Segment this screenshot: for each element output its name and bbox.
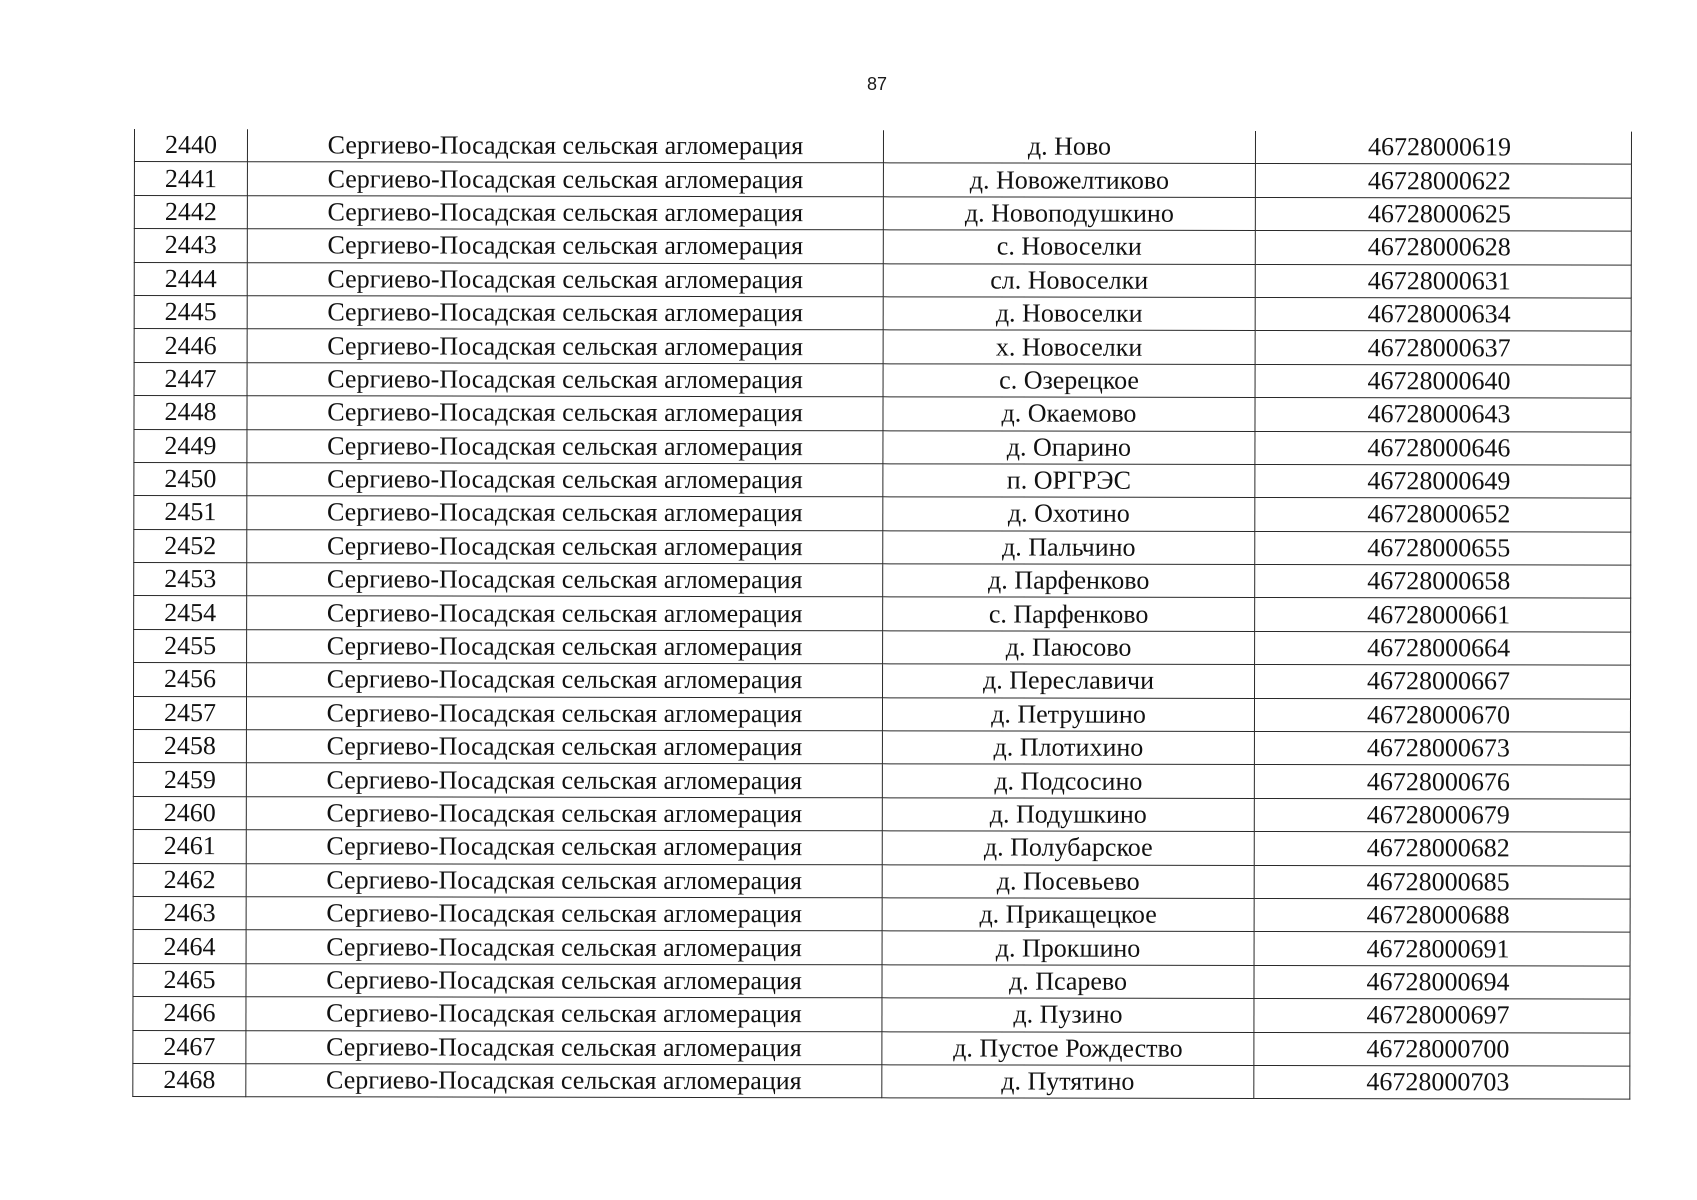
row-number-cell: 2464: [133, 930, 246, 964]
settlement-cell: д. Новоподушкино: [883, 197, 1255, 231]
table-body: [133, 129, 1632, 1099]
agglomeration-cell: Сергиево-Посадская сельская агломерация: [246, 1064, 882, 1099]
agglomeration-cell: Сергиево-Посадская сельская агломерация: [246, 930, 882, 965]
row-number-cell: 2462: [133, 863, 246, 897]
oktmo-code-cell: 46728000673: [1254, 731, 1630, 765]
table-row: [133, 963, 1630, 999]
agglomeration-cell: Сергиево-Посадская сельская агломерация: [247, 396, 883, 431]
settlement-cell: д. Пузино: [882, 998, 1254, 1032]
table-row: [134, 462, 1631, 498]
agglomeration-cell: Сергиево-Посадская сельская агломерация: [247, 129, 883, 163]
table-row: [133, 763, 1630, 799]
agglomeration-cell: Сергиево-Посадская сельская агломерация: [247, 596, 883, 631]
agglomeration-cell: Сергиево-Посадская сельская агломерация: [247, 329, 883, 364]
agglomeration-cell: Сергиево-Посадская сельская агломерация: [246, 763, 882, 798]
settlement-cell: д. Подсосино: [882, 764, 1254, 798]
row-number-cell: 2450: [134, 462, 247, 496]
agglomeration-cell: Сергиево-Посадская сельская агломерация: [246, 730, 882, 765]
oktmo-code-cell: 46728000646: [1255, 431, 1631, 465]
row-number-cell: 2459: [133, 763, 246, 797]
oktmo-code-cell: 46728000688: [1254, 898, 1630, 932]
row-number-cell: 2448: [134, 396, 247, 430]
settlement-cell: д. Псарево: [882, 965, 1254, 999]
settlement-cell: д. Опарино: [883, 430, 1255, 464]
oktmo-code-cell: 46728000628: [1255, 231, 1631, 265]
settlement-cell: д. Посевьево: [882, 864, 1254, 898]
agglomeration-cell: Сергиево-Посадская сельская агломерация: [246, 897, 882, 932]
table-row: [133, 1030, 1630, 1066]
oktmo-code-cell: 46728000691: [1254, 932, 1630, 966]
settlement-cell: д. Полубарское: [882, 831, 1254, 865]
table-row: [133, 930, 1630, 966]
agglomeration-cell: Сергиево-Посадская сельская агломерация: [247, 362, 883, 397]
oktmo-code-cell: 46728000676: [1254, 765, 1630, 799]
settlement-cell: х. Новоселки: [883, 330, 1255, 364]
settlement-cell: с. Новоселки: [883, 230, 1255, 264]
agglomeration-cell: Сергиево-Посадская сельская агломерация: [247, 262, 883, 297]
oktmo-code-cell: 46728000622: [1255, 164, 1631, 198]
settlement-cell: д. Пустое Рождество: [882, 1031, 1254, 1065]
row-number-cell: 2444: [134, 262, 247, 296]
oktmo-code-cell: 46728000625: [1255, 197, 1631, 231]
table-row: [134, 629, 1631, 665]
row-number-cell: 2457: [133, 696, 246, 730]
table-row: [134, 329, 1631, 365]
settlement-cell: с. Парфенково: [883, 597, 1255, 631]
agglomeration-cell: Сергиево-Посадская сельская агломерация: [247, 162, 883, 197]
row-number-cell: 2452: [134, 529, 247, 563]
row-number-cell: 2456: [134, 663, 247, 697]
settlement-cell: с. Озерецкое: [883, 364, 1255, 398]
table-row: [133, 796, 1630, 832]
table-row: [133, 830, 1630, 866]
table-row: [134, 396, 1631, 432]
table-row: [133, 896, 1630, 932]
agglomeration-cell: Сергиево-Посадская сельская агломерация: [247, 229, 883, 264]
agglomeration-cell: Сергиево-Посадская сельская агломерация: [247, 630, 883, 665]
settlement-cell: д. Паюсово: [883, 631, 1255, 665]
table-row: [134, 596, 1631, 632]
table-row: [133, 1063, 1630, 1099]
settlement-cell: п. ОРГРЭС: [883, 464, 1255, 498]
settlement-cell: д. Окаемово: [883, 397, 1255, 431]
oktmo-code-cell: 46728000667: [1255, 665, 1631, 699]
table-row: [134, 295, 1631, 331]
table-row: [134, 529, 1631, 565]
oktmo-code-cell: 46728000637: [1255, 331, 1631, 365]
agglomeration-cell: Сергиево-Посадская сельская агломерация: [246, 830, 882, 865]
oktmo-code-cell: 46728000649: [1255, 464, 1631, 498]
agglomeration-cell: Сергиево-Посадская сельская агломерация: [247, 529, 883, 564]
table-row: [134, 229, 1631, 265]
oktmo-code-cell: 46728000694: [1254, 965, 1630, 999]
row-number-cell: 2455: [134, 629, 247, 663]
table-row: [133, 863, 1630, 899]
oktmo-code-cell: 46728000658: [1255, 565, 1631, 599]
row-number-cell: 2451: [134, 496, 247, 530]
row-number-cell: 2449: [134, 429, 247, 463]
agglomeration-cell: Сергиево-Посадская сельская агломерация: [247, 296, 883, 331]
row-number-cell: 2440: [134, 129, 247, 162]
agglomeration-cell: Сергиево-Посадская сельская агломерация: [247, 195, 883, 230]
table-row: [134, 663, 1631, 699]
row-number-cell: 2461: [133, 830, 246, 864]
agglomeration-cell: Сергиево-Посадская сельская агломерация: [247, 463, 883, 498]
agglomeration-cell: Сергиево-Посадская сельская агломерация: [247, 663, 883, 698]
oktmo-code-cell: 46728000700: [1254, 1032, 1630, 1066]
row-number-cell: 2445: [134, 295, 247, 329]
agglomeration-cell: Сергиево-Посадская сельская агломерация: [246, 797, 882, 832]
settlement-cell: д. Петрушино: [882, 697, 1254, 731]
oktmo-code-cell: 46728000640: [1255, 364, 1631, 398]
table-row: [134, 195, 1631, 231]
agglomeration-cell: Сергиево-Посадская сельская агломерация: [246, 963, 882, 998]
row-number-cell: 2468: [133, 1063, 246, 1097]
row-number-cell: 2460: [133, 796, 246, 830]
agglomeration-cell: Сергиево-Посадская сельская агломерация: [246, 696, 882, 731]
agglomeration-cell: Сергиево-Посадская сельская агломерация: [246, 863, 882, 898]
settlement-cell: д. Парфенково: [883, 564, 1255, 598]
table-row: [134, 362, 1631, 398]
table-row: [134, 129, 1631, 165]
table-row: [134, 162, 1631, 198]
agglomeration-cell: Сергиево-Посадская сельская агломерация: [246, 1030, 882, 1065]
row-number-cell: 2454: [134, 596, 247, 630]
settlement-cell: д. Охотино: [883, 497, 1255, 531]
oktmo-code-cell: 46728000697: [1254, 999, 1630, 1033]
oktmo-code-cell: 46728000655: [1255, 531, 1631, 565]
oktmo-code-cell: 46728000679: [1254, 798, 1630, 832]
oktmo-code-cell: 46728000652: [1255, 498, 1631, 532]
oktmo-code-cell: 46728000661: [1255, 598, 1631, 632]
oktmo-code-cell: 46728000685: [1254, 865, 1630, 899]
agglomeration-cell: Сергиево-Посадская сельская агломерация: [247, 496, 883, 531]
row-number-cell: 2463: [133, 896, 246, 930]
oktmo-code-cell: 46728000634: [1255, 297, 1631, 331]
oktmo-code-cell: 46728000631: [1255, 264, 1631, 298]
row-number-cell: 2442: [134, 195, 247, 229]
oktmo-code-cell: 46728000670: [1254, 698, 1630, 732]
table-row: [134, 429, 1631, 465]
row-number-cell: 2443: [134, 229, 247, 263]
settlement-cell: сл. Новоселки: [883, 263, 1255, 297]
table-row: [134, 563, 1631, 599]
settlement-cell: д. Переславичи: [883, 664, 1255, 698]
settlement-cell: д. Плотихино: [882, 731, 1254, 765]
row-number-cell: 2465: [133, 963, 246, 997]
oktmo-code-cell: 46728000664: [1255, 631, 1631, 665]
row-number-cell: 2441: [134, 162, 247, 196]
row-number-cell: 2447: [134, 362, 247, 396]
settlement-cell: д. Путятино: [882, 1065, 1254, 1099]
row-number-cell: 2446: [134, 329, 247, 363]
table-row: [134, 262, 1631, 298]
settlement-cell: д. Подушкино: [882, 798, 1254, 832]
table-row: [133, 730, 1630, 766]
settlement-cell: д. Пальчино: [883, 530, 1255, 564]
agglomeration-cell: Сергиево-Посадская сельская агломерация: [246, 997, 882, 1032]
row-number-cell: 2467: [133, 1030, 246, 1064]
row-number-cell: 2466: [133, 997, 246, 1031]
agglomeration-cell: Сергиево-Посадская сельская агломерация: [247, 563, 883, 598]
table-row: [133, 997, 1630, 1033]
table-row: [134, 496, 1631, 532]
settlement-cell: д. Новоселки: [883, 297, 1255, 331]
settlement-cell: д. Прокшино: [882, 931, 1254, 965]
oktmo-code-cell: 46728000643: [1255, 398, 1631, 432]
settlement-cell: д. Ново: [883, 130, 1255, 164]
table-row: [133, 696, 1630, 732]
settlements-table: [132, 129, 1632, 1100]
row-number-cell: 2458: [133, 730, 246, 764]
oktmo-code-cell: 46728000619: [1255, 131, 1631, 165]
settlement-cell: д. Новожелтиково: [883, 163, 1255, 197]
agglomeration-cell: Сергиево-Посадская сельская агломерация: [247, 429, 883, 464]
oktmo-code-cell: 46728000703: [1254, 1065, 1630, 1099]
page-number: 87: [866, 74, 888, 94]
oktmo-code-cell: 46728000682: [1254, 832, 1630, 866]
settlement-cell: д. Прикащецкое: [882, 898, 1254, 932]
row-number-cell: 2453: [134, 563, 247, 597]
